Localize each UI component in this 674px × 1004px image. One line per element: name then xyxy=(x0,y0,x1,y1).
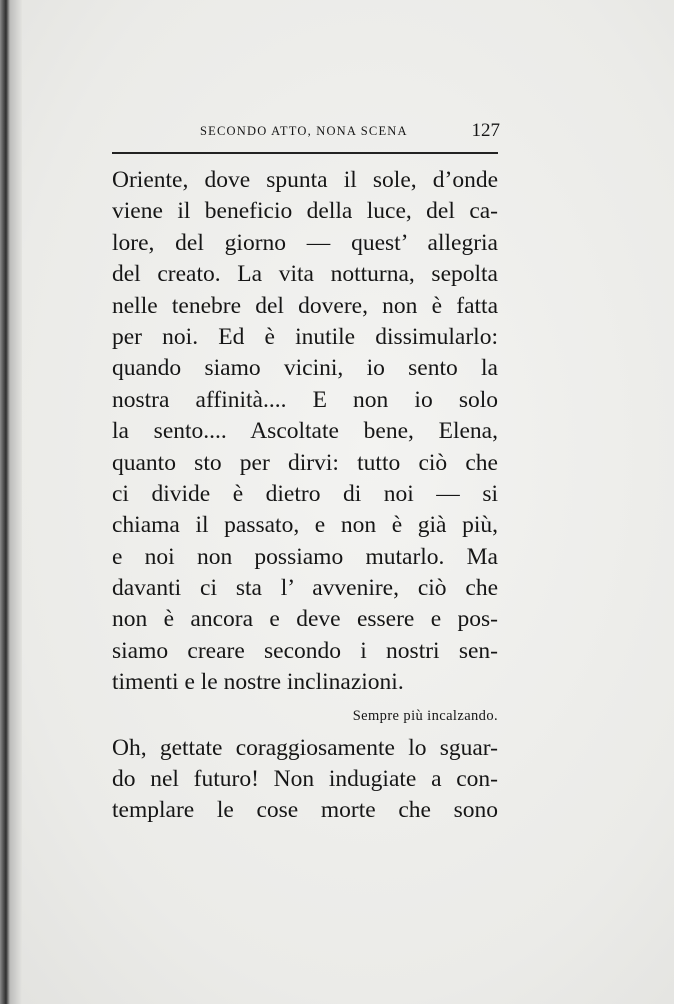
text-line: nelle tenebre del dovere, non è fatta xyxy=(112,292,498,319)
text-line: nostra affinità.... E non io solo xyxy=(112,386,498,413)
header-rule xyxy=(112,152,498,154)
page-header xyxy=(200,120,500,142)
text-line: non è ancora e deve essere e pos- xyxy=(112,606,498,633)
text-line: viene il beneficio della luce, del ca- xyxy=(112,198,498,225)
page-binding-edge xyxy=(0,0,22,1004)
text-line: e noi non possiamo mutarlo. Ma xyxy=(112,543,498,570)
text-line: templare le cose morte che sono xyxy=(112,797,498,824)
running-title: SECONDO ATTO, NONA SCENA xyxy=(200,124,408,138)
body-text xyxy=(112,165,498,827)
text-line: per noi. Ed è inutile dissimularlo: xyxy=(112,323,498,350)
text-line: siamo creare secondo i nostri sen- xyxy=(112,637,498,664)
text-line: do nel futuro! Non indugiate a con- xyxy=(112,766,498,793)
text-line: del creato. La vita notturna, sepolta xyxy=(112,261,498,288)
text-line: ci divide è dietro di noi — si xyxy=(112,480,498,507)
text-line: Oriente, dove spunta il sole, d’onde xyxy=(112,167,498,193)
text-line: chiama il passato, e non è già più, xyxy=(112,512,498,539)
text-line: Oh, gettate coraggiosamente lo sguar- xyxy=(112,734,498,761)
text-line: lore, del giorno — quest’ allegria xyxy=(112,229,498,256)
stage-direction: Sempre più incalzando. xyxy=(352,707,498,724)
text-line: timenti e le nostre inclinazioni. xyxy=(112,669,404,696)
text-line: quando siamo vicini, io sento la xyxy=(112,355,498,382)
text-line: la sento.... Ascoltate bene, Elena, xyxy=(112,418,498,445)
text-line: quanto sto per dirvi: tutto ciò che xyxy=(112,449,498,476)
page-number: 127 xyxy=(471,120,500,141)
text-line: davanti ci sta l’ avvenire, ciò che xyxy=(112,575,498,602)
